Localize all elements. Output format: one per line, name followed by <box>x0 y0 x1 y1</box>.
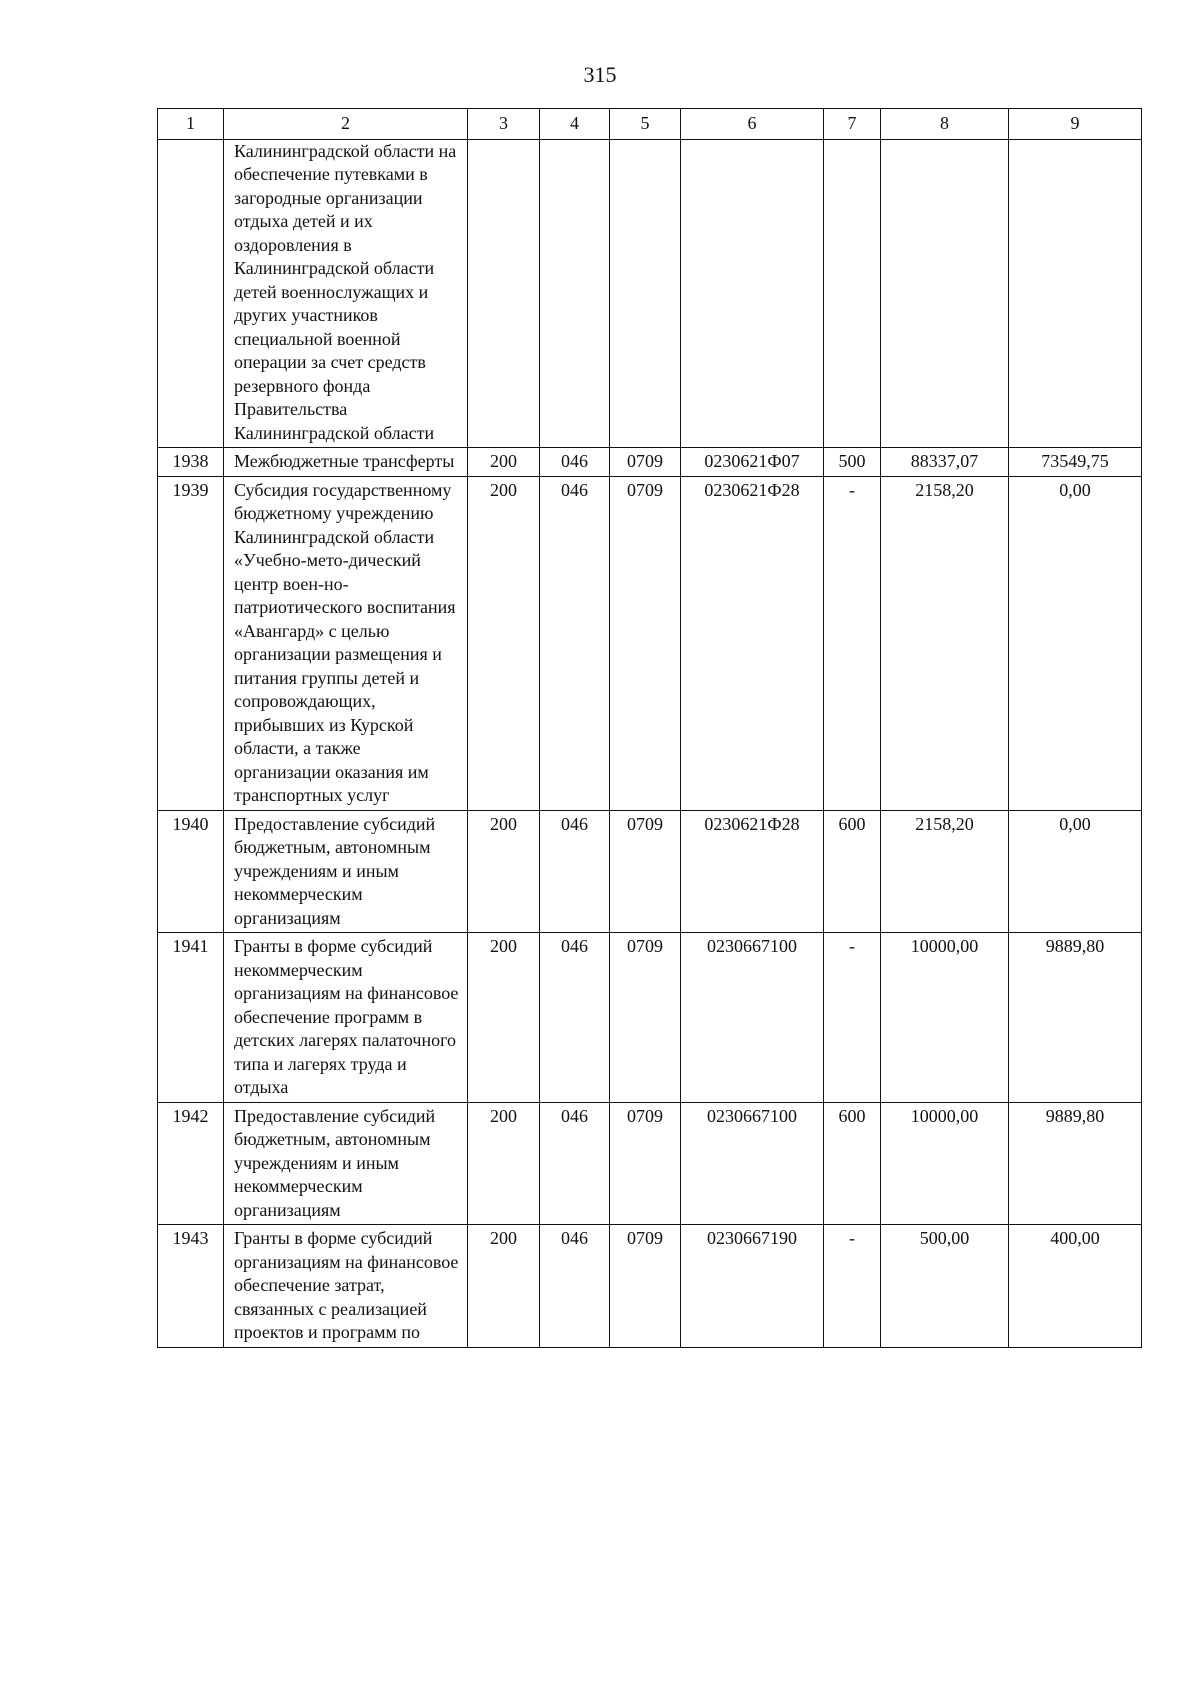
cell-col8: 88337,07 <box>881 448 1009 477</box>
column-header: 4 <box>540 109 610 140</box>
table-row <box>158 476 1142 810</box>
page-number: 315 <box>583 62 617 87</box>
row-description: Предоставление субсидий бюджетным, автономным учреждениям и иным некоммерческим организациям <box>224 1102 468 1225</box>
cell-col9: 400,00 <box>1009 1225 1142 1348</box>
table-row <box>158 1102 1142 1225</box>
cell-col6: 0230621Ф28 <box>681 476 824 810</box>
cell-col3: 200 <box>468 1102 540 1225</box>
cell-col6: 0230667100 <box>681 933 824 1103</box>
row-number: 1941 <box>158 933 224 1103</box>
row-description: Предоставление субсидий бюджетным, автономным учреждениям и иным некоммерческим организациям <box>224 810 468 933</box>
cell-col3: 200 <box>468 933 540 1103</box>
table-row <box>158 810 1142 933</box>
row-number <box>158 139 224 448</box>
cell-col9: 9889,80 <box>1009 933 1142 1103</box>
cell-col6: 0230667190 <box>681 1225 824 1348</box>
row-description: Гранты в форме субсидий организациям на финансовое обеспечение затрат, связанных с реализацией проектов и программ по <box>224 1225 468 1348</box>
cell-col7: - <box>824 933 881 1103</box>
budget-table <box>157 108 1142 1348</box>
column-header: 9 <box>1009 109 1142 140</box>
cell-col3: 200 <box>468 810 540 933</box>
row-number: 1942 <box>158 1102 224 1225</box>
column-header: 2 <box>224 109 468 140</box>
cell-col6: 0230667100 <box>681 1102 824 1225</box>
column-header: 6 <box>681 109 824 140</box>
cell-col5: 0709 <box>610 1225 681 1348</box>
row-description: Калининградской области на обеспечение путевками в загородные организации отдыха детей и их оздоровления в Калининградской области детей военнослужащих и других участников специальной военной операции за счет средств резервного фонда Правительства Калининградской области <box>224 139 468 448</box>
cell-col4: 046 <box>540 933 610 1103</box>
cell-col4: 046 <box>540 476 610 810</box>
cell-col5: 0709 <box>610 448 681 477</box>
cell-col7: - <box>824 476 881 810</box>
row-number: 1938 <box>158 448 224 477</box>
cell-col8: 500,00 <box>881 1225 1009 1348</box>
row-number: 1939 <box>158 476 224 810</box>
cell-col5: 0709 <box>610 476 681 810</box>
row-number: 1940 <box>158 810 224 933</box>
table-row <box>158 448 1142 477</box>
cell-col4: 046 <box>540 448 610 477</box>
cell-col7: 500 <box>824 448 881 477</box>
cell-col4: 046 <box>540 1225 610 1348</box>
row-description: Межбюджетные трансферты <box>224 448 468 477</box>
cell-col8: 2158,20 <box>881 476 1009 810</box>
cell-col3: 200 <box>468 476 540 810</box>
cell-col8: 2158,20 <box>881 810 1009 933</box>
table-row <box>158 1225 1142 1348</box>
cell-col7: - <box>824 1225 881 1348</box>
cell-col9: 0,00 <box>1009 476 1142 810</box>
row-description: Субсидия государственному бюджетному учреждению Калининградской области «Учебно-мето-дический центр воен-но-патриотического воспитания «Авангард» с целью организации размещения и питания группы детей и сопровождающих, прибывших из Курской области, а также организации оказания им транспортных услуг <box>224 476 468 810</box>
cell-col7: 600 <box>824 810 881 933</box>
header-row <box>158 109 1142 140</box>
column-header: 7 <box>824 109 881 140</box>
row-description: Гранты в форме субсидий некоммерческим организациям на финансовое обеспечение программ в детских лагерях палаточного типа и лагерях труда и отдыха <box>224 933 468 1103</box>
column-header: 3 <box>468 109 540 140</box>
table-row-continuation <box>158 139 1142 448</box>
cell-col9: 73549,75 <box>1009 448 1142 477</box>
cell-col7: 600 <box>824 1102 881 1225</box>
cell-col8: 10000,00 <box>881 933 1009 1103</box>
column-header: 1 <box>158 109 224 140</box>
cell-col9: 0,00 <box>1009 810 1142 933</box>
column-header: 8 <box>881 109 1009 140</box>
cell-col8: 10000,00 <box>881 1102 1009 1225</box>
cell-col4: 046 <box>540 810 610 933</box>
cell-col5: 0709 <box>610 933 681 1103</box>
table-row <box>158 933 1142 1103</box>
cell-col6: 0230621Ф07 <box>681 448 824 477</box>
column-header: 5 <box>610 109 681 140</box>
cell-col3: 200 <box>468 1225 540 1348</box>
cell-col5: 0709 <box>610 1102 681 1225</box>
cell-col9: 9889,80 <box>1009 1102 1142 1225</box>
cell-col6: 0230621Ф28 <box>681 810 824 933</box>
row-number: 1943 <box>158 1225 224 1348</box>
cell-col5: 0709 <box>610 810 681 933</box>
cell-col4: 046 <box>540 1102 610 1225</box>
cell-col3: 200 <box>468 448 540 477</box>
